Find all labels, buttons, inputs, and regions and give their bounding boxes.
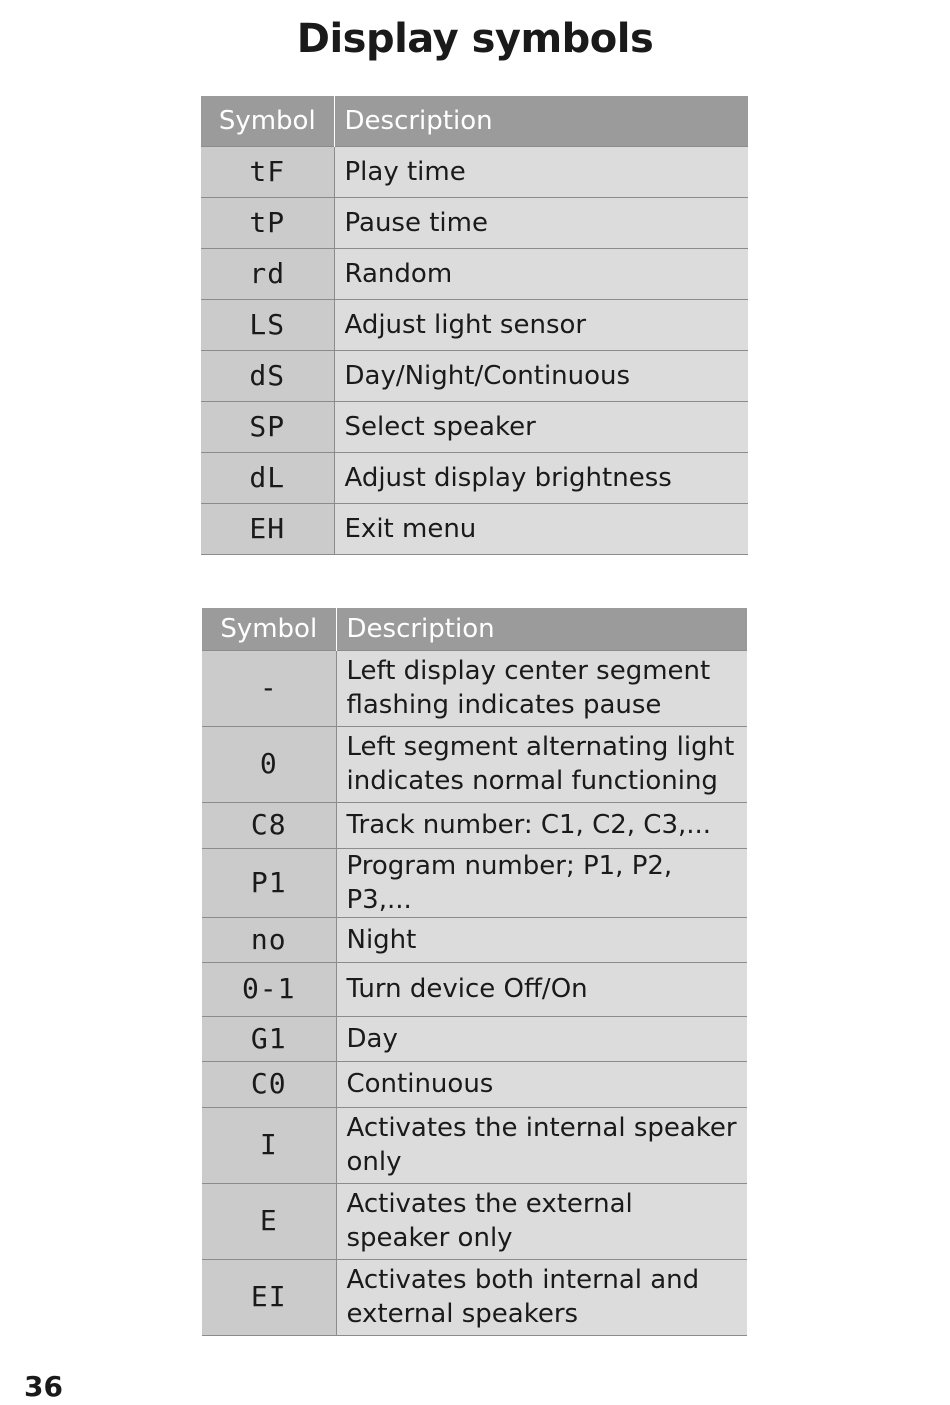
table-header-row [201,96,748,146]
description-cell: Random [334,248,748,299]
description-cell: Activates the internal speaker only [336,1107,747,1183]
symbol-cell: dS [201,350,334,401]
description-cell: Left segment alternating light indicates normal functioning [336,726,747,802]
symbol-cell: tF [201,146,334,197]
symbol-cell: dL [201,452,334,503]
symbol-cell: 0 [202,726,336,802]
table-row [202,917,747,962]
description-cell: Play time [334,146,748,197]
symbol-cell: G1 [202,1016,336,1061]
display-symbols-table-2 [202,608,747,1336]
table-row [202,726,747,802]
table-row [202,1183,747,1259]
table-row [201,299,748,350]
table-row [202,962,747,1016]
table-row [202,1107,747,1183]
description-cell: Day [336,1016,747,1061]
table-row [202,848,747,917]
description-cell: Activates the external speaker only [336,1183,747,1259]
display-symbols-table-1 [201,96,748,555]
symbol-cell: C8 [202,802,336,848]
description-cell: Adjust display brightness [334,452,748,503]
symbol-cell: EI [202,1259,336,1335]
header-symbol: Symbol [201,96,334,146]
description-cell: Continuous [336,1061,747,1107]
symbol-cell: I [202,1107,336,1183]
symbol-cell: SP [201,401,334,452]
symbol-cell: LS [201,299,334,350]
table-row [202,1259,747,1335]
table-row [201,503,748,554]
symbol-cell: rd [201,248,334,299]
table-row [201,350,748,401]
table-row [201,401,748,452]
symbol-cell: EH [201,503,334,554]
description-cell: Adjust light sensor [334,299,748,350]
description-cell: Day/Night/Continuous [334,350,748,401]
symbol-cell: E [202,1183,336,1259]
symbol-cell: P1 [202,848,336,917]
page-title: Display symbols [296,16,654,62]
description-cell: Track number: C1, C2, C3,... [336,802,747,848]
description-cell: Turn device Off/On [336,962,747,1016]
description-cell: Night [336,917,747,962]
description-cell: Select speaker [334,401,748,452]
symbol-cell: no [202,917,336,962]
symbol-cell: - [202,650,336,726]
table-row [202,1061,747,1107]
symbol-cell: tP [201,197,334,248]
description-cell: Exit menu [334,503,748,554]
table-row [202,1016,747,1061]
header-description: Description [334,96,748,146]
symbol-cell: 0-1 [202,962,336,1016]
description-cell: Program number; P1, P2, P3,... [336,848,747,917]
table-row [201,452,748,503]
header-description: Description [336,608,747,650]
table-row [201,248,748,299]
table-row [201,197,748,248]
page-number: 36 [24,1370,63,1403]
table-row [202,650,747,726]
description-cell: Pause time [334,197,748,248]
table-row [201,146,748,197]
table-row [202,802,747,848]
symbol-cell: C0 [202,1061,336,1107]
description-cell: Activates both internal and external speakers [336,1259,747,1335]
header-symbol: Symbol [202,608,336,650]
table-header-row [202,608,747,650]
description-cell: Left display center segment flashing indicates pause [336,650,747,726]
